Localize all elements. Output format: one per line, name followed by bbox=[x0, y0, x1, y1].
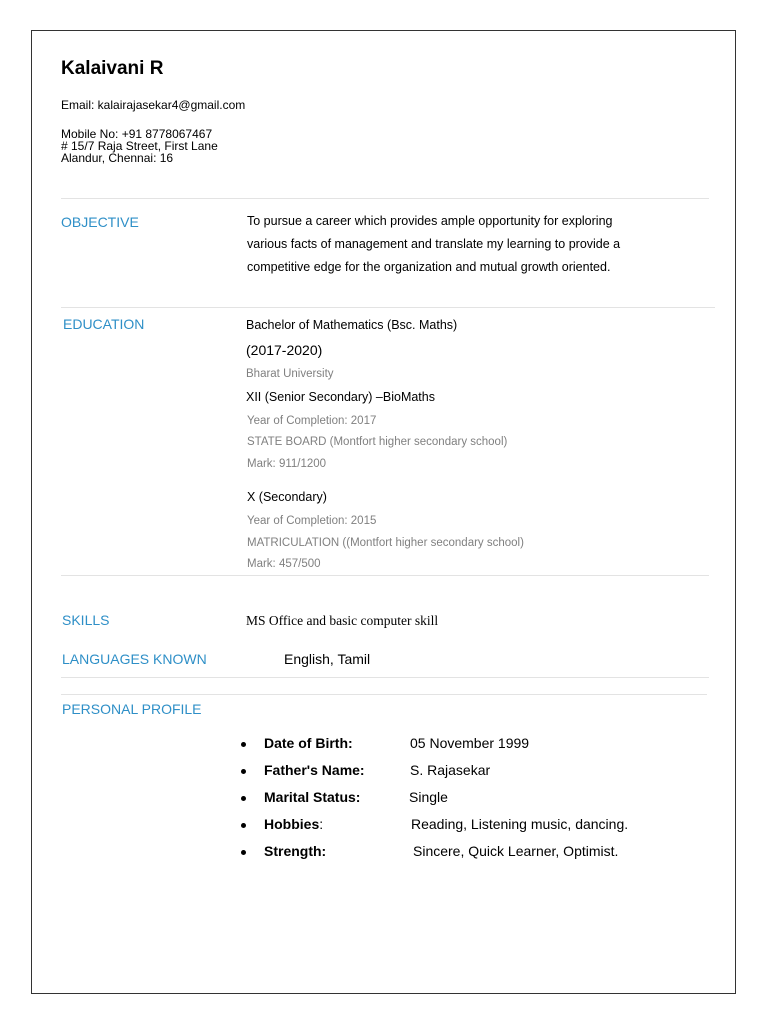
bullet-icon bbox=[241, 796, 246, 801]
objective-line-2: various facts of management and translate my learning to provide a bbox=[247, 237, 621, 251]
xii-mark: Mark: 911/1200 bbox=[247, 458, 327, 470]
divider bbox=[61, 307, 715, 308]
x-board: MATRICULATION ((Montfort higher secondary school) bbox=[247, 537, 524, 549]
profile-value: 05 November 1999 bbox=[410, 735, 530, 751]
degree-years: (2017-2020) bbox=[246, 342, 323, 358]
profile-label: Strength: bbox=[264, 843, 327, 859]
xii-title: XII (Senior Secondary) –BioMaths bbox=[246, 390, 435, 404]
mobile-line: Mobile No: +91 8778067467 bbox=[61, 127, 213, 141]
university-name: Bharat University bbox=[246, 368, 334, 380]
email-line: Email: kalairajasekar4@gmail.com bbox=[61, 98, 246, 112]
profile-value: Single bbox=[409, 789, 448, 805]
x-year: Year of Completion: 2015 bbox=[247, 515, 377, 527]
divider bbox=[61, 198, 709, 199]
xii-year: Year of Completion: 2017 bbox=[247, 415, 377, 427]
objective-line-1: To pursue a career which provides ample opportunity for exploring bbox=[247, 214, 613, 228]
profile-label: Marital Status: bbox=[264, 789, 361, 805]
languages-heading: LANGUAGES KNOWN bbox=[62, 651, 207, 667]
profile-label: Date of Birth: bbox=[264, 735, 353, 751]
profile-value: S. Rajasekar bbox=[410, 762, 491, 778]
profile-label-group bbox=[264, 816, 323, 832]
x-mark: Mark: 457/500 bbox=[247, 558, 321, 570]
bullet-icon bbox=[241, 742, 246, 747]
bullet-icon bbox=[241, 850, 246, 855]
languages-value: English, Tamil bbox=[284, 651, 371, 667]
profile-label: Father's Name: bbox=[264, 762, 365, 778]
objective-heading: OBJECTIVE bbox=[61, 214, 139, 230]
divider bbox=[61, 694, 707, 695]
bullet-icon bbox=[241, 823, 246, 828]
degree-title: Bachelor of Mathematics (Bsc. Maths) bbox=[246, 318, 458, 332]
education-heading: EDUCATION bbox=[63, 316, 145, 332]
bullet-icon bbox=[241, 769, 246, 774]
resume-page bbox=[31, 30, 736, 994]
profile-label: Hobbies bbox=[264, 816, 320, 832]
profile-heading: PERSONAL PROFILE bbox=[62, 701, 202, 717]
xii-board: STATE BOARD (Montfort higher secondary school) bbox=[247, 436, 508, 448]
skills-value: MS Office and basic computer skill bbox=[246, 613, 439, 628]
divider bbox=[61, 575, 709, 576]
objective-text bbox=[247, 210, 620, 279]
address-line-1: # 15/7 Raja Street, First Lane bbox=[61, 139, 218, 153]
profile-label-suffix: : bbox=[319, 816, 324, 832]
x-title: X (Secondary) bbox=[247, 490, 327, 504]
candidate-name: Kalaivani R bbox=[61, 58, 164, 79]
address-line-2: Alandur, Chennai: 16 bbox=[61, 151, 174, 165]
profile-value: Reading, Listening music, dancing. bbox=[411, 816, 629, 832]
divider bbox=[61, 677, 709, 678]
profile-value: Sincere, Quick Learner, Optimist. bbox=[413, 843, 619, 859]
skills-heading: SKILLS bbox=[62, 612, 110, 628]
objective-line-3: competitive edge for the organization and mutual growth oriented. bbox=[247, 260, 611, 274]
